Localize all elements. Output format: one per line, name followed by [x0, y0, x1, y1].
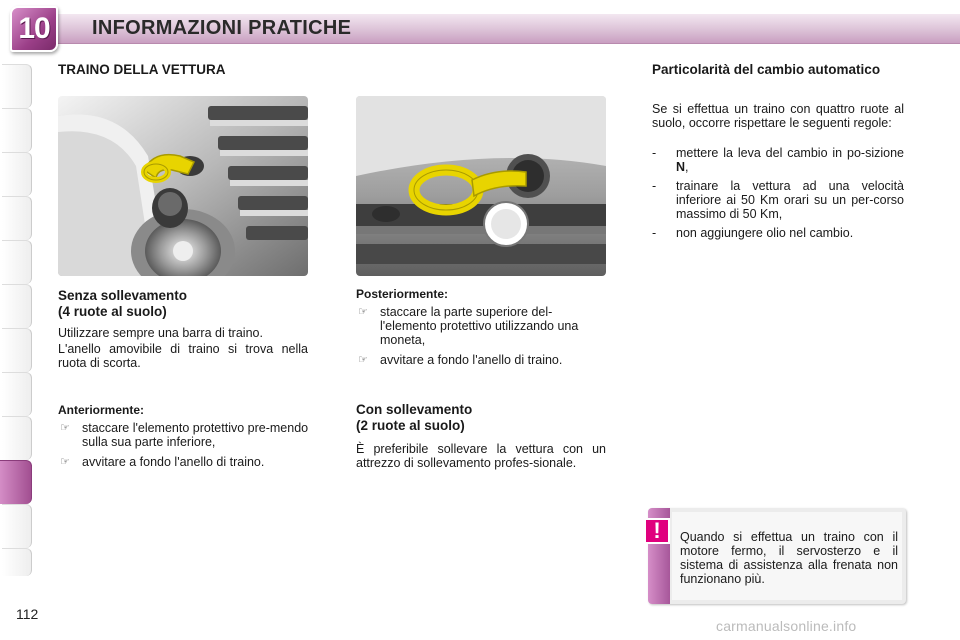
list-item: ☞ avvitare a fondo l'anello di traino.	[60, 455, 265, 469]
no-lift-heading-line2: (4 ruote al suolo)	[58, 304, 167, 319]
list-item: - mettere la leva del cambio in po-sizione N,	[652, 146, 904, 174]
tow-bar-paragraph: Utilizzare sempre una barra di traino.	[58, 326, 263, 340]
pointing-hand-icon: ☞	[60, 422, 70, 434]
section-heading: TRAINO DELLA VETTURA	[58, 62, 226, 77]
automatic-gearbox-rules	[652, 146, 904, 245]
lift-paragraph: È preferibile sollevare la vettura con un attrezzo di sollevamento profes-sionale.	[356, 442, 606, 470]
chapter-tab[interactable]	[2, 108, 32, 152]
front-towing-photo	[58, 96, 308, 276]
chapter-tab[interactable]	[2, 152, 32, 196]
rear-steps-list	[356, 305, 608, 373]
chapter-tab[interactable]	[2, 504, 32, 548]
list-item: ☞ staccare l'elemento protettivo pre-mendo sulla sua parte inferiore,	[60, 421, 309, 449]
exclamation-icon: !	[644, 518, 670, 544]
list-item: - trainare la vettura ad una velocità inferiore ai 50 Km orari su un per-corso massimo di 50 Km,	[652, 179, 904, 221]
chapter-tab[interactable]	[2, 416, 32, 460]
chapter-number: 10	[18, 12, 50, 45]
automatic-gearbox-intro: Se si effettua un traino con quattro ruote al suolo, occorre rispettare le seguenti regole:	[652, 102, 904, 130]
page-number: 112	[16, 606, 39, 622]
front-steps-list	[58, 421, 310, 475]
list-item: - non aggiungere olio nel cambio.	[652, 226, 854, 240]
spare-wheel-paragraph: L'anello amovibile di traino si trova nella ruota di scorta.	[58, 342, 308, 370]
lift-heading	[356, 402, 472, 434]
chapter-tab-active[interactable]	[0, 460, 32, 504]
lift-heading-line2: (2 ruote al suolo)	[356, 418, 465, 433]
chapter-badge	[10, 6, 58, 52]
chapter-tab[interactable]	[2, 196, 32, 240]
chapter-tab[interactable]	[2, 64, 32, 108]
rear-label: Posteriormente:	[356, 287, 449, 301]
no-lift-heading-line1: Senza sollevamento	[58, 288, 188, 303]
pointing-hand-icon: ☞	[60, 456, 70, 468]
list-item: ☞ staccare la parte superiore del-l'elemento protettivo utilizzando una moneta,	[358, 305, 579, 347]
lift-heading-line1: Con sollevamento	[356, 402, 473, 417]
automatic-gearbox-heading: Particolarità del cambio automatico	[652, 62, 881, 77]
list-item: ☞ avvitare a fondo l'anello di traino.	[358, 353, 563, 367]
watermark: carmanualsonline.info	[716, 618, 857, 634]
chapter-tab[interactable]	[2, 328, 32, 372]
warning-text: Quando si effettua un traino con il motore fermo, il servosterzo e il sistema di assistenza alla frenata non funzionano più.	[680, 530, 898, 586]
chapter-tab[interactable]	[2, 284, 32, 328]
front-label: Anteriormente:	[58, 403, 145, 417]
rear-towing-photo	[356, 96, 606, 276]
no-lift-heading	[58, 288, 187, 320]
page-title: INFORMAZIONI PRATICHE	[92, 17, 352, 39]
chapter-tab[interactable]	[2, 372, 32, 416]
pointing-hand-icon: ☞	[358, 354, 368, 366]
chapter-tabs	[0, 64, 34, 576]
chapter-tab[interactable]	[2, 548, 32, 576]
pointing-hand-icon: ☞	[358, 306, 368, 318]
chapter-tab[interactable]	[2, 240, 32, 284]
